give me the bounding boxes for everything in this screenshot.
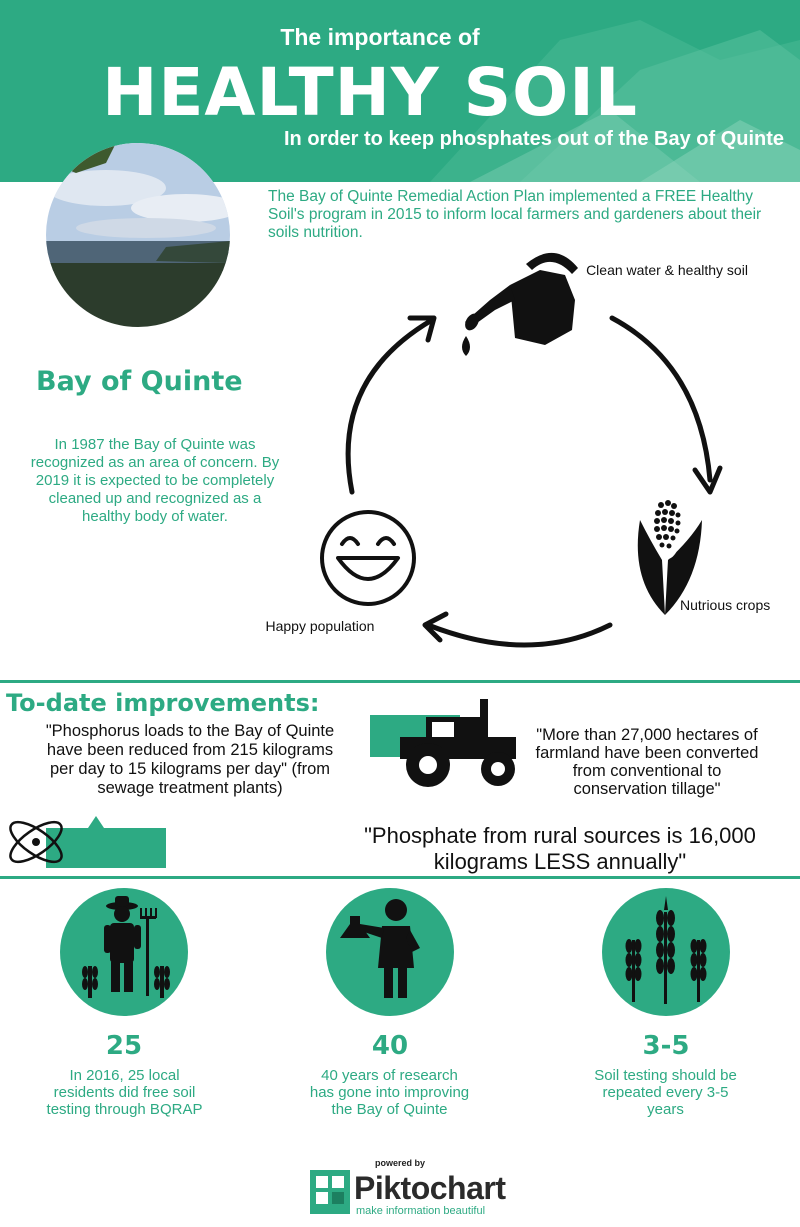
- header-title: HEALTHY SOIL: [102, 54, 638, 131]
- clean-water-label: Clean water & healthy soil: [586, 262, 748, 278]
- wheat-icon: [602, 888, 730, 1016]
- farmer-icon: [60, 888, 188, 1016]
- powered-by-label: powered by: [374, 1158, 425, 1168]
- piktochart-tagline: make information beautiful: [356, 1205, 486, 1217]
- improvement-phosphorus-loads: "Phosphorus loads to the Bay of Quinte have been reduced from 215 kilograms per day to 15 kilograms per day" (from sewage treatment plants): [45, 722, 335, 797]
- atom-icon: [4, 812, 174, 874]
- bay-of-quinte-text: In 1987 the Bay of Quinte was recognized as an area of concern. By 2019 it is expected to be completely cleaned up and recognized as a healthy body of water.: [30, 436, 280, 525]
- happy-population-label: Happy population: [265, 618, 375, 634]
- divider: [0, 680, 800, 683]
- stat-number-testing: 3-5: [642, 1031, 690, 1061]
- bay-of-quinte-heading: Bay of Quinte: [36, 366, 243, 397]
- stat-number-residents: 25: [105, 1031, 143, 1061]
- researcher-icon: [326, 888, 454, 1016]
- stat-number-research: 40: [371, 1031, 409, 1061]
- piktochart-logo-icon: [310, 1170, 350, 1214]
- cycle-arrows: [348, 318, 720, 645]
- stat-text-research: 40 years of research has gone into improving the Bay of Quinte: [309, 1067, 470, 1118]
- nutrious-crops-label: Nutrious crops: [680, 597, 771, 613]
- happy-face-icon: [322, 512, 414, 604]
- improvement-farmland-converted: "More than 27,000 hectares of farmland have been converted from conventional to conservation tillage": [535, 726, 759, 798]
- stat-text-residents: In 2016, 25 local residents did free soil testing through BQRAP: [46, 1067, 203, 1118]
- improvements-heading: To-date improvements:: [6, 689, 320, 717]
- divider: [0, 876, 800, 879]
- header-subtitle: In order to keep phosphates out of the Bay of Quinte: [284, 128, 785, 150]
- tractor-icon: [370, 695, 530, 790]
- improvement-phosphate-rural: "Phosphate from rural sources is 16,000 kilograms LESS annually": [364, 823, 756, 874]
- intro-text: The Bay of Quinte Remedial Action Plan implemented a FREE Healthy Soil's program in 2015 to inform local farmers and gardeners about their soils nutrition.: [268, 188, 762, 241]
- stat-text-testing: Soil testing should be repeated every 3-5 years: [594, 1067, 737, 1118]
- piktochart-brand[interactable]: Piktochart: [354, 1170, 506, 1206]
- bay-photo: [46, 143, 230, 327]
- header-supertitle: The importance of: [280, 24, 480, 50]
- watering-can-icon: [462, 253, 578, 356]
